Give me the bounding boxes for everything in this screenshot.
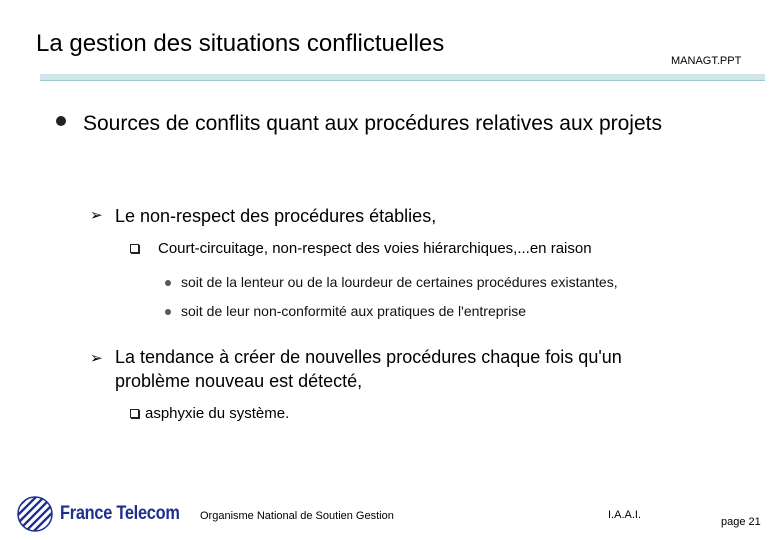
page-number: page 21 <box>721 516 761 528</box>
square-bullet-icon <box>130 244 139 253</box>
item-1-text: Le non-respect des procédures établies, <box>115 206 437 226</box>
arrow-bullet-icon: ➢ <box>90 349 103 367</box>
item-1-point-2: soit de leur non-conformité aux pratiques de l'entreprise <box>181 303 527 319</box>
slide-title: La gestion des situations conflictuelles <box>36 30 445 57</box>
main-bullet-text: Sources de conflits quant aux procédures relatives aux projets <box>83 112 662 135</box>
small-dot-icon <box>165 280 171 286</box>
france-telecom-logo-icon <box>16 495 54 533</box>
item-1-point-1: soit de la lenteur ou de la lourdeur de certaines procédures existantes, <box>181 274 618 290</box>
square-bullet-icon <box>130 409 139 418</box>
footer-code: I.A.A.I. <box>608 509 642 521</box>
brand-logo-text: France Telecom <box>60 503 180 524</box>
item-2-text: La tendance à créer de nouvelles procédures chaque fois qu'un problème nouveau est détecté, <box>115 347 622 391</box>
file-label: MANAGT.PPT <box>671 55 742 67</box>
small-dot-icon <box>165 309 171 315</box>
title-divider <box>40 74 765 81</box>
bullet-dot-icon <box>56 116 66 126</box>
item-1-sub-text: Court-circuitage, non-respect des voies hiérarchiques,...en raison <box>158 240 592 257</box>
item-2-sub-text: asphyxie du système. <box>145 405 290 422</box>
arrow-bullet-icon: ➢ <box>90 206 103 224</box>
footer-organization: Organisme National de Soutien Gestion <box>200 510 394 522</box>
